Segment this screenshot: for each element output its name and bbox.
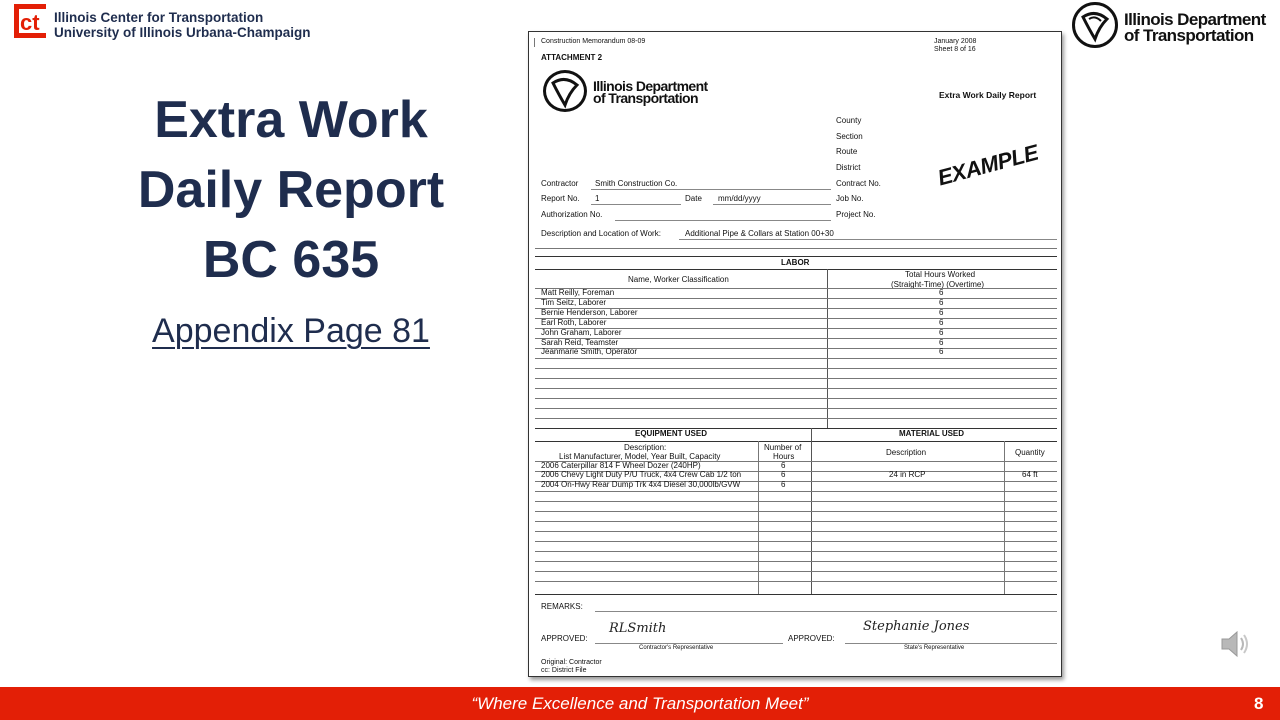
material-row-qty: 64 ft (1022, 470, 1038, 479)
equipment-row-desc: 2006 Caterpillar 814 F Wheel Dozer (240HP) (541, 461, 701, 470)
ict-logo (14, 4, 46, 38)
attachment-label: ATTACHMENT 2 (541, 53, 603, 62)
labor-row-hours: 6 (939, 318, 944, 327)
slide-title-line2: Daily Report (137, 161, 445, 219)
date-label: Date (685, 194, 702, 203)
approved-label: APPROVED: (788, 634, 835, 643)
svg-text:ct: ct (20, 10, 40, 35)
equipment-row-hours: 6 (781, 461, 786, 470)
labor-col-hours-line2: (Straight-Time) (Overtime) (891, 280, 985, 289)
equipment-heading: EQUIPMENT USED (635, 429, 708, 438)
labor-row-name: Bernie Henderson, Laborer (541, 308, 638, 317)
labor-row-name: Jeanmarie Smith, Operator (541, 347, 638, 356)
description-label: Description and Location of Work: (541, 229, 661, 238)
equipment-col-hours-line1: Number of (764, 443, 802, 452)
form-logo-line2: of Transportation (593, 90, 698, 106)
material-col-desc: Description (886, 448, 927, 457)
contractor-rep-label: Contractor's Representative (639, 645, 714, 651)
district-label: District (836, 163, 861, 172)
org-name-line2: University of Illinois Urbana-Champaign (54, 25, 311, 40)
approved-label: APPROVED: (541, 634, 588, 643)
labor-row-hours: 6 (939, 347, 944, 356)
description-value: Additional Pipe & Collars at Station 00+30 (685, 229, 834, 238)
equipment-row-desc: 2006 Chevy Light Duty P/U Truck, 4x4 Crew Cab 1/2 ton (541, 470, 742, 479)
labor-row-name: Sarah Reid, Teamster (541, 338, 619, 347)
equipment-col-hours-line2: Hours (773, 452, 795, 461)
labor-row-hours: 6 (939, 308, 944, 317)
project-no-label: Project No. (836, 210, 876, 219)
labor-row-name: Tim Seitz, Laborer (541, 298, 607, 307)
speaker-icon[interactable] (1218, 626, 1254, 662)
equipment-row-desc: 2004 On-Hwy Rear Dump Trk 4x4 Diesel 30,000lb/GVW (541, 480, 741, 489)
state-rep-label: State's Representative (904, 645, 965, 651)
authorization-label: Authorization No. (541, 210, 603, 219)
idot-logo (1072, 2, 1272, 52)
contractor-label: Contractor (541, 179, 579, 188)
section-label: Section (836, 132, 863, 141)
memo-label: Construction Memorandum 08-09 (541, 38, 646, 45)
labor-row-name: Earl Roth, Laborer (541, 318, 607, 327)
equipment-row-hours: 6 (781, 480, 786, 489)
contractor-value: Smith Construction Co. (595, 179, 678, 188)
labor-row-name: Matt Reilly, Foreman (541, 288, 615, 297)
cc-label: cc: District File (541, 667, 587, 674)
job-no-label: Job No. (836, 194, 864, 203)
contractor-signature: RLSmith (609, 621, 667, 636)
route-label: Route (836, 147, 858, 156)
remarks-label: REMARKS: (541, 602, 583, 611)
material-row-desc: 24 in RCP (889, 470, 926, 479)
labor-row-hours: 6 (939, 288, 944, 297)
date-value: mm/dd/yyyy (718, 194, 761, 203)
example-stamp: EXAMPLE (934, 139, 1041, 191)
labor-row-name: John Graham, Laborer (541, 328, 622, 337)
appendix-link[interactable]: Appendix Page 81 (152, 312, 430, 350)
original-label: Original: Contractor (541, 659, 602, 666)
slide-title-line1: Extra Work (154, 91, 428, 149)
equipment-col-desc-line1: Description: (624, 443, 667, 452)
form-date: January 2008 (934, 38, 977, 45)
footer-tagline: “Where Excellence and Transportation Meet” (471, 694, 809, 713)
material-col-qty: Quantity (1015, 448, 1045, 457)
report-no-value: 1 (595, 194, 600, 203)
labor-row-hours: 6 (939, 338, 944, 347)
report-no-label: Report No. (541, 194, 580, 203)
labor-col-name: Name, Worker Classification (628, 275, 729, 284)
labor-col-hours-line1: Total Hours Worked (905, 270, 976, 279)
labor-heading: LABOR (781, 258, 810, 267)
idot-form-logo-icon (543, 70, 589, 112)
contract-no-label: Contract No. (836, 179, 881, 188)
idot-name-line1: Illinois Department (1124, 10, 1266, 29)
state-signature: Stephanie Jones (863, 619, 970, 634)
form-title: Extra Work Daily Report (939, 90, 1037, 100)
extra-work-form (528, 31, 1062, 677)
idot-name-line2: of Transportation (1124, 26, 1254, 45)
form-sheet: Sheet 8 of 16 (934, 46, 976, 53)
equipment-col-desc-line2: List Manufacturer, Model, Year Built, Capacity (559, 452, 721, 461)
material-heading: MATERIAL USED (899, 429, 965, 438)
equipment-row-hours: 6 (781, 470, 786, 479)
county-label: County (836, 116, 862, 125)
labor-row-hours: 6 (939, 298, 944, 307)
page-number: 8 (1254, 694, 1264, 713)
labor-row-hours: 6 (939, 328, 944, 337)
form-logo-line1: Illinois Department (593, 78, 708, 94)
org-name-line1: Illinois Center for Transportation (54, 10, 264, 25)
idot-circle-icon (1072, 2, 1118, 48)
slide-title-line3: BC 635 (202, 231, 380, 289)
